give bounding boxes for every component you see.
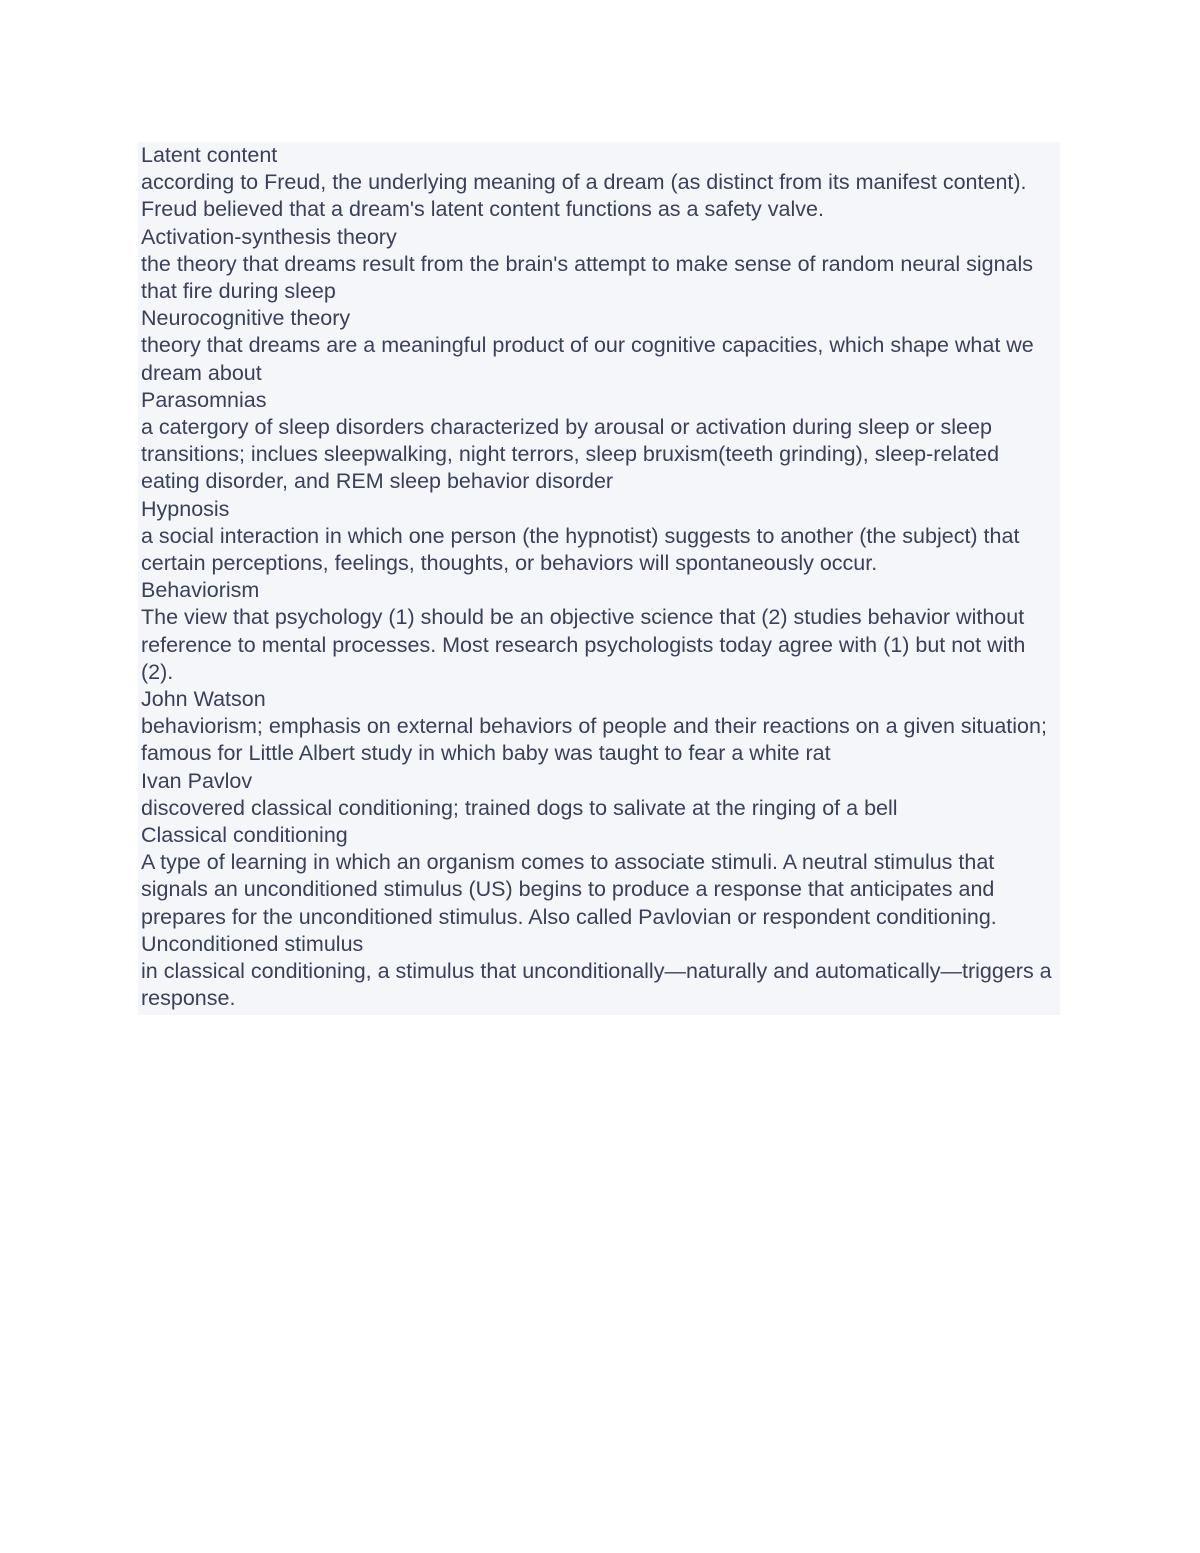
entry-latent-content bbox=[141, 142, 1060, 224]
definition: theory that dreams are a meaningful product of our cognitive capacities, which shape what we dream about bbox=[141, 333, 1034, 385]
definition: a social interaction in which one person (the hypnotist) suggests to another (the subject) that certain perceptions, feelings, thoughts, or behaviors will spontaneously occur. bbox=[141, 523, 1020, 576]
entry-unconditioned-stimulus bbox=[141, 931, 1060, 1013]
definition: a catergory of sleep disorders characterized by arousal or activation during sleep or sleep transitions; inclues sleepwalking, night terrors, sleep bruxism(teeth grinding), sleep-related eating disorder, and REM sleep behavior disorder bbox=[141, 415, 1000, 494]
entry-classical-conditioning bbox=[141, 822, 1060, 931]
entry-hypnosis bbox=[141, 496, 1060, 578]
term: Activation-synthesis theory bbox=[141, 224, 397, 249]
term: Latent content bbox=[141, 143, 278, 167]
entry-ivan-pavlov bbox=[141, 768, 1060, 822]
flashcard-text-block bbox=[138, 142, 1060, 1015]
definition: A type of learning in which an organism comes to associate stimuli. A neutral stimulus that signals an unconditioned stimulus (US) begins to produce a response that anticipates and prepares for the unconditioned stimulus. Also called Pavlovian or respondent conditioning. bbox=[141, 850, 997, 929]
term: Unconditioned stimulus bbox=[141, 931, 364, 956]
entry-parasomnias bbox=[141, 387, 1060, 496]
term: Classical conditioning bbox=[141, 823, 348, 848]
entry-behaviorism bbox=[141, 577, 1060, 686]
term: John Watson bbox=[141, 687, 266, 712]
entry-neurocognitive-theory bbox=[141, 305, 1060, 387]
entry-activation-synthesis-theory bbox=[141, 224, 1060, 306]
definition: the theory that dreams result from the brain's attempt to make sense of random neural signals that fire during sleep bbox=[141, 251, 1034, 304]
definition: behaviorism; emphasis on external behaviors of people and their reactions on a given situation; famous for Little Albert study in which baby was taught to fear a white rat bbox=[141, 714, 1047, 766]
entry-john-watson bbox=[141, 686, 1060, 768]
term: Neurocognitive theory bbox=[141, 306, 351, 331]
definition: according to Freud, the underlying meaning of a dream (as distinct from its manifest content). Freud believed that a dream's latent content functions as a safety valve. bbox=[141, 170, 1027, 222]
term: Parasomnias bbox=[141, 387, 267, 412]
definition: discovered classical conditioning; trained dogs to salivate at the ringing of a bell bbox=[141, 795, 898, 820]
definition: The view that psychology (1) should be an objective science that (2) studies behavior without reference to mental processes. Most research psychologists today agree with (1) but not with (2). bbox=[141, 605, 1026, 684]
term: Ivan Pavlov bbox=[141, 768, 253, 793]
term: Hypnosis bbox=[141, 496, 230, 521]
term: Behaviorism bbox=[141, 578, 260, 603]
definition: in classical conditioning, a stimulus that unconditionally—naturally and automatically—triggers a response. bbox=[141, 959, 1052, 1011]
